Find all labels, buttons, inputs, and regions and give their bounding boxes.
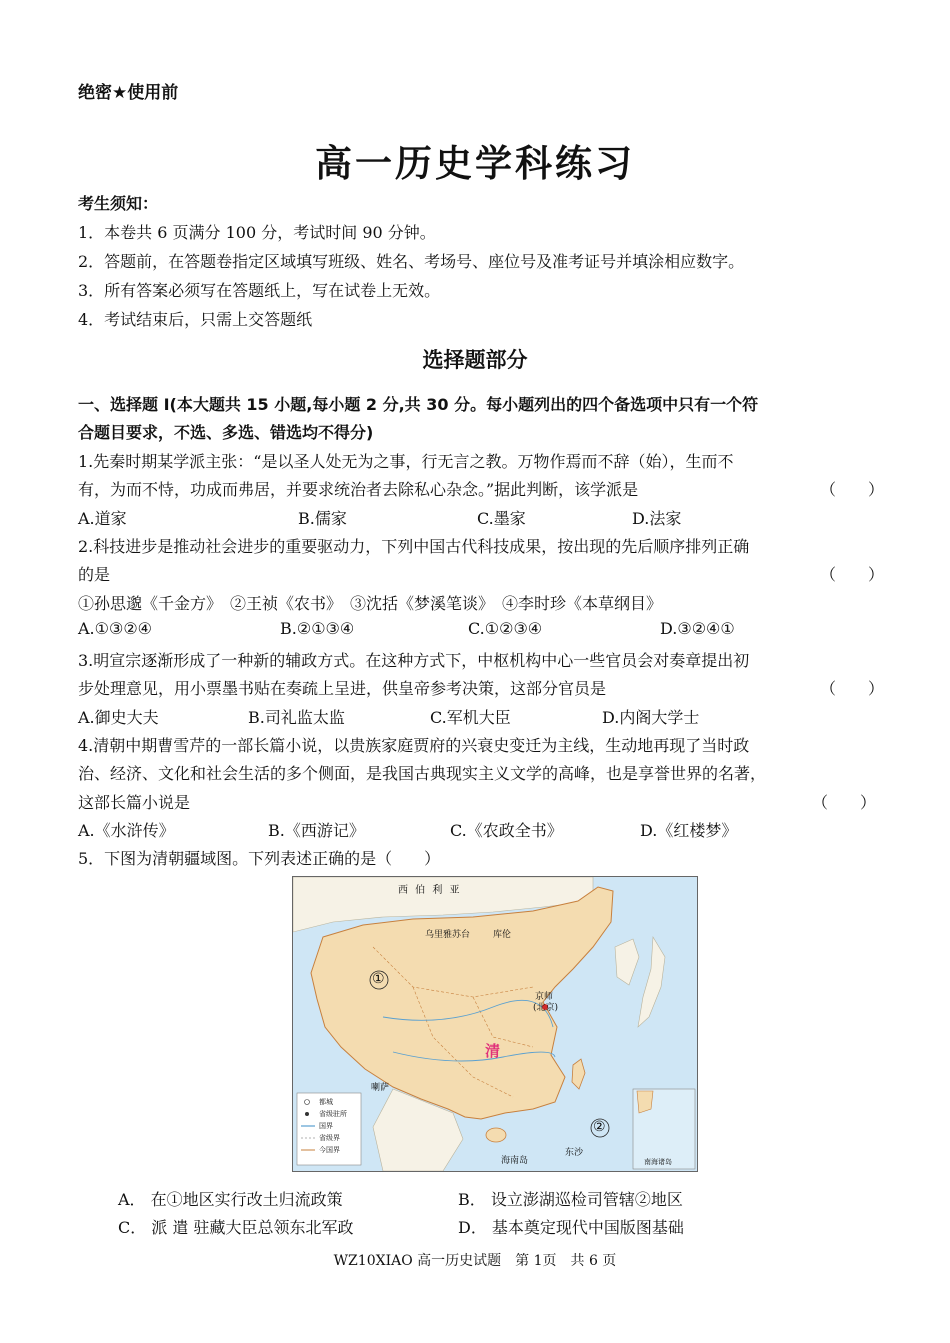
question-2-text: 的是 (78, 565, 111, 584)
notice-item: 1．本卷共 6 页满分 100 分，考试时间 90 分钟。 (78, 223, 436, 242)
question-4-option-a: A.《水浒传》 (78, 821, 175, 840)
question-2-option-d: D.③②④① (660, 619, 735, 638)
legend-item: 省级驻所 (319, 1110, 347, 1118)
question-2-option-b: B.②①③④ (280, 619, 355, 638)
qing-territory-map (292, 876, 698, 1172)
answer-paren: （ ） (820, 679, 885, 698)
question-5-option-d: D． 基本奠定现代中国版图基础 (458, 1218, 684, 1237)
map-label-dongsha: 东沙 (565, 1148, 584, 1158)
map-label-qing: 清 (485, 1042, 501, 1060)
map-label-lhasa: 喇萨 (371, 1083, 390, 1093)
question-3-text: 步处理意见，用小票墨书贴在奏疏上呈进，供皇帝参考决策，这部分官员是 (78, 679, 607, 698)
legend-item: 省级界 (319, 1134, 340, 1142)
map-label-region-2: ② (593, 1119, 606, 1135)
question-1-text: 1.先秦时期某学派主张：“是以圣人处无为之事，行无言之教。万物作焉而不辞（始），生而不 (78, 452, 734, 471)
legend-item: 国界 (319, 1122, 333, 1130)
confidential-label: 绝密★使用前 (78, 83, 179, 103)
question-1-option-c: C.墨家 (477, 509, 526, 528)
question-2-option-c: C.①②③④ (468, 619, 543, 638)
question-5-option-b: B． 设立澎湖巡检司管辖②地区 (458, 1190, 683, 1209)
question-2-items: ①孙思邈《千金方》 ②王祯《农书》 ③沈括《梦溪笔谈》 ④李时珍《本草纲目》 (78, 594, 663, 613)
map-label-siberia: 西 伯 利 亚 (398, 885, 462, 896)
question-4-option-b: B.《西游记》 (268, 821, 365, 840)
answer-paren: （ ） (812, 793, 877, 812)
question-4-text: 4.清朝中期曹雪芹的一部长篇小说，以贵族家庭贾府的兴衰史变迁为主线，生动地再现了当时政 (78, 736, 750, 755)
page-footer: WZ10XIAO 高一历史试题 第 1页 共 6 页 (333, 1253, 617, 1269)
question-1-text: 有，为而不恃，功成而弗居，并要求统治者去除私心杂念。”据此判断，该学派是 (78, 480, 639, 499)
question-3-option-d: D.内阁大学士 (602, 708, 700, 727)
map-label-hainan: 海南岛 (501, 1156, 529, 1166)
question-4-option-d: D.《红楼梦》 (640, 821, 738, 840)
section-instruction: 一、选择题 I(本大题共 15 小题,每小题 2 分,共 30 分。每小题列出的四个备选项中只有一个符 (78, 395, 759, 414)
map-label-uliastai: 乌里雅苏台 (425, 930, 471, 940)
question-4-text: 治、经济、文化和社会生活的多个侧面，是我国古典现实主义文学的高峰，也是享誉世界的名著， (78, 764, 767, 783)
notice-item: 3．所有答案必须写在答题纸上，写在试卷上无效。 (78, 281, 441, 300)
question-1-option-d: D.法家 (632, 509, 682, 528)
notice-item: 2．答题前，在答题卷指定区域填写班级、姓名、考场号、座位号及准考证号并填涂相应数字。 (78, 252, 745, 271)
notice-item: 4．考试结束后，只需上交答题纸 (78, 310, 313, 329)
map-label-jingshi: 京师 (535, 992, 554, 1002)
map-label-region-1: ① (372, 971, 385, 987)
question-5-option-a: A． 在①地区实行改土归流政策 (118, 1190, 343, 1209)
answer-paren: （ ） (820, 480, 885, 499)
notice-heading: 考生须知： (78, 194, 159, 213)
question-2-option-a: A.①③②④ (78, 619, 153, 638)
question-3-option-c: C.军机大臣 (430, 708, 511, 727)
answer-paren: （ ） (820, 565, 885, 584)
section-title: 选择题部分 (422, 348, 528, 372)
question-4-text: 这部长篇小说是 (78, 793, 191, 812)
question-3-text: 3.明宣宗逐渐形成了一种新的辅政方式。在这种方式下，中枢机构中心一些官员会对奏章提出初 (78, 651, 750, 670)
page-title: 高一历史学科练习 (315, 141, 635, 185)
section-instruction: 合题目要求，不选、多选、错选均不得分) (78, 423, 374, 442)
map-label-kulun: 库伦 (493, 930, 512, 940)
question-4-option-c: C.《农政全书》 (450, 821, 563, 840)
question-1-option-b: B.儒家 (298, 509, 347, 528)
question-1-option-a: A.道家 (78, 509, 127, 528)
question-3-option-b: B.司礼监太监 (248, 708, 345, 727)
legend-item: 今国界 (319, 1146, 340, 1154)
question-3-option-a: A.御史大夫 (78, 708, 159, 727)
question-5-option-c: C． 派 遣 驻藏大臣总领东北军政 (118, 1218, 354, 1237)
question-2-text: 2.科技进步是推动社会进步的重要驱动力，下列中国古代科技成果，按出现的先后顺序排列正确 (78, 537, 750, 556)
map-label-nanhai: 南海诸岛 (644, 1158, 672, 1166)
map-label-beijing: (北京) (533, 1003, 559, 1013)
question-5-text: 5．下图为清朝疆域图。下列表述正确的是（ ） (78, 849, 441, 868)
legend-item: 都城 (319, 1098, 333, 1106)
